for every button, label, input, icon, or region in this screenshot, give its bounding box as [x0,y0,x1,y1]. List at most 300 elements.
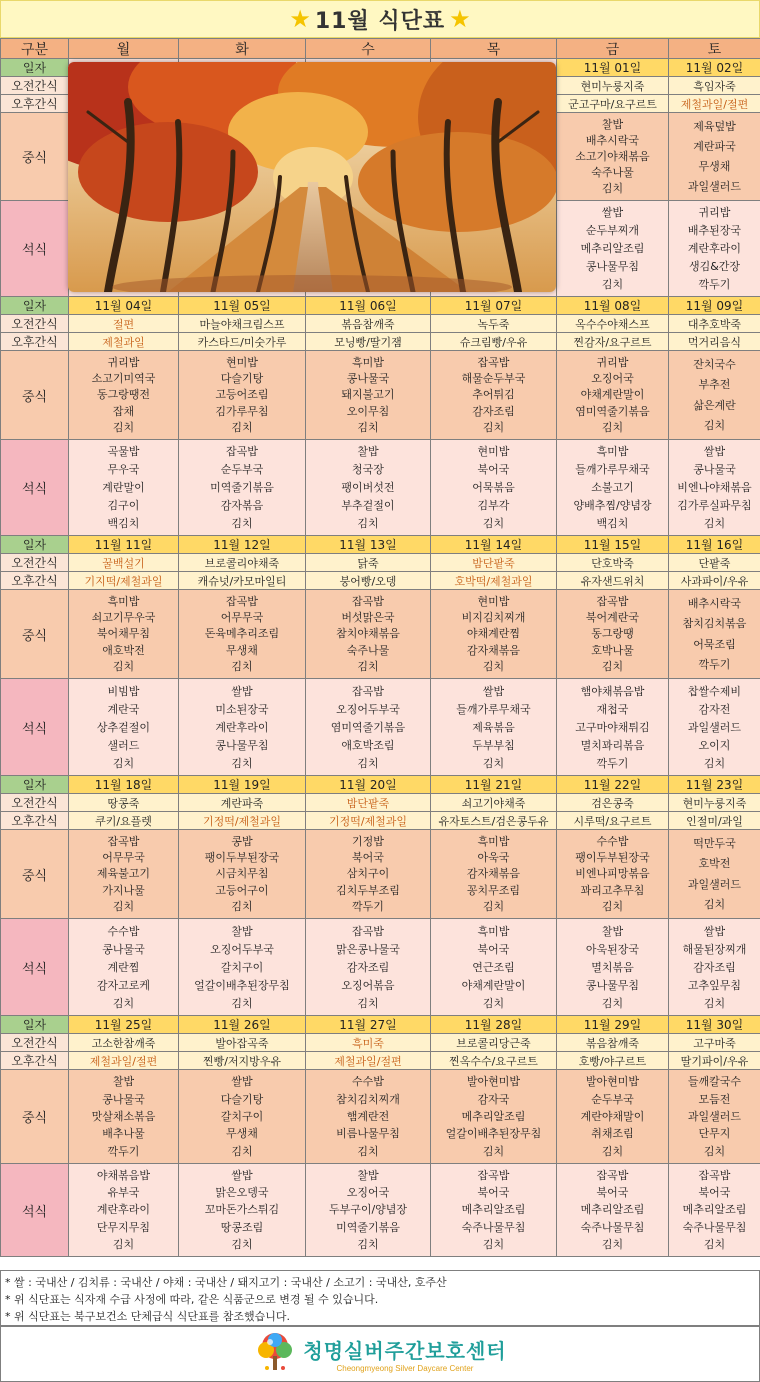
menu-item: 오징어국 [346,1186,390,1200]
menu-item: 동그랑땡전 [96,388,151,402]
am-snack-cell: 옥수수야채스프 [556,314,669,333]
date-cell: 11월 02일 [668,58,760,77]
header-day: 수 [305,38,431,59]
am-snack-cell: 꿀백설기 [68,553,179,572]
date-cell: 11월 29일 [556,1015,669,1034]
menu-item: 순두부국 [220,463,264,477]
dinner-cell [68,439,179,536]
menu-item: 배추시락국 [687,596,742,610]
menu-item: 감자조림 [346,960,390,974]
dinner-cell [430,1163,557,1257]
menu-item: 김치 [231,996,253,1010]
menu-item: 무우국 [107,463,140,477]
menu-item: 쌀밥 [703,924,726,938]
date-cell: 11월 28일 [430,1015,557,1034]
menu-item: 김치 [601,660,624,674]
menu-item: 얼갈이배추된장무침 [445,1127,542,1141]
menu-item: 흑미밥 [596,445,629,459]
menu-item: 비엔나야채볶음 [677,480,752,494]
menu-item: 흑미밥 [477,924,510,938]
menu-item: 발아현미밥 [585,1075,640,1089]
pm-snack-cell: 인절미/과일 [668,811,760,830]
menu-item: 찰밥 [231,924,253,938]
row-label-lunch: 중식 [0,350,69,440]
menu-item: 배추나물 [102,1127,145,1141]
menu-item: 시금치무침 [215,867,269,881]
star-icon: ★ [289,5,311,33]
menu-item: 무생채 [698,160,731,174]
row-label-date: 일자 [0,775,69,794]
menu-item: 김치 [703,419,726,433]
menu-item: 제육볶음 [472,720,515,734]
header-day: 월 [68,38,179,59]
am-snack-cell: 흑미죽 [305,1033,431,1052]
menu-item: 찰밥 [357,1169,379,1183]
menu-item: 어무무국 [102,851,145,865]
row-label-dinner: 석식 [0,678,69,776]
menu-item: 배추된장국 [687,224,742,238]
lunch-cell [305,350,431,440]
menu-item: 염미역줄기볶음 [330,720,406,734]
menu-item: 김치 [601,277,624,291]
menu-item: 김치 [601,1237,624,1251]
menu-item: 꽈리고추무침 [580,883,645,897]
menu-item: 깍두기 [107,1144,140,1158]
pm-snack-cell: 모닝빵/딸기잼 [305,332,431,351]
menu-item: 콩나물무침 [215,738,269,752]
menu-item: 흑미밥 [352,355,384,369]
menu-item: 잡곡밥 [698,1169,731,1183]
menu-item: 갈치구이 [220,1109,264,1123]
menu-item: 김가루실파무침 [677,498,752,512]
menu-item: 김치 [231,756,253,770]
dinner-cell [556,439,669,536]
menu-item: 잡곡밥 [107,834,140,848]
dinner-cell [305,1163,431,1257]
lunch-cell [430,1069,557,1164]
menu-item: 감자채볶음 [466,867,521,881]
menu-item: 김치 [112,1237,135,1251]
menu-item: 숙주나물무침 [580,1220,645,1234]
lunch-cell [430,350,557,440]
menu-item: 팽이버섯전 [341,480,395,494]
menu-item: 떡만두국 [693,836,736,850]
menu-item: 잡곡밥 [352,594,384,608]
menu-item: 순두부찌개 [585,224,640,238]
menu-item: 잡곡밥 [352,924,384,938]
menu-item: 김치 [601,421,624,435]
row-label-am-snack: 오전간식 [0,76,69,95]
row-label-dinner: 석식 [0,1163,69,1257]
menu-item: 계란야채말이 [580,1109,645,1123]
menu-item: 해물된장찌개 [682,942,747,956]
menu-item: 숙주나물무침 [682,1220,747,1234]
menu-item: 야채계란찜 [466,627,521,641]
menu-item: 북어국 [477,942,510,956]
menu-item: 북어채무침 [96,627,151,641]
menu-item: 제육불고기 [96,867,151,881]
menu-item: 김치 [601,996,624,1010]
menu-item: 양배추찜/양념장 [573,498,652,512]
menu-item: 다슬기탕 [220,1092,264,1106]
menu-item: 계란후라이 [687,241,742,255]
menu-item: 김구이 [107,498,140,512]
menu-item: 김치 [482,660,505,674]
menu-item: 김치 [231,421,253,435]
lunch-cell [178,1069,306,1164]
menu-item: 숙주나물 [591,166,634,180]
pm-snack-cell: 시루떡/요구르트 [556,811,669,830]
menu-item: 현미밥 [226,355,258,369]
menu-item: 팽이두부된장국 [204,851,280,865]
menu-item: 취채조림 [591,1127,634,1141]
row-label-lunch: 중식 [0,589,69,679]
dinner-cell [668,1163,760,1257]
am-snack-cell: 단팥죽 [668,553,760,572]
date-cell: 11월 13일 [305,535,431,554]
menu-item: 생김&간장 [688,259,741,273]
title-bar [0,0,760,38]
pm-snack-cell: 제철과일 [68,332,179,351]
menu-item: 김치 [231,516,253,530]
menu-item: 단무지무침 [96,1220,151,1234]
dinner-cell [305,439,431,536]
menu-item: 오이지 [698,738,731,752]
dinner-cell [178,918,306,1016]
center-name-en: Cheongmyeong Silver Daycare Center [336,1364,474,1373]
am-snack-cell: 밤단팥죽 [430,553,557,572]
am-snack-cell: 쇠고기야채죽 [430,793,557,812]
date-cell: 11월 06일 [305,296,431,315]
dinner-cell [668,200,760,297]
menu-item: 두부부침 [472,738,515,752]
date-cell: 11월 16일 [668,535,760,554]
lunch-cell [178,589,306,679]
menu-item: 맑은콩나물국 [336,942,400,956]
menu-item: 수수밥 [107,924,140,938]
menu-item: 감자볶음 [220,498,264,512]
tree-logo-icon [253,1330,297,1378]
am-snack-cell: 볶음참깨죽 [305,314,431,333]
dinner-cell [305,918,431,1016]
menu-item: 잔치국수 [693,357,736,371]
menu-item: 아욱된장국 [585,942,640,956]
menu-item: 다슬기탕 [220,372,264,386]
menu-item: 호박나물 [591,643,634,657]
center-name: 청명실버주간보호센터 [303,1339,507,1363]
menu-item: 계란찜 [107,960,140,974]
menu-item: 김치 [112,756,135,770]
row-label-am-snack: 오전간식 [0,553,69,572]
date-cell: 11월 12일 [178,535,306,554]
menu-item: 김치 [357,1144,379,1158]
menu-item: 샐러드 [107,738,140,752]
menu-item: 오이무침 [346,404,390,418]
row-label-pm-snack: 오후간식 [0,1051,69,1070]
menu-item: 청국장 [352,463,384,477]
footer [0,1326,760,1382]
date-cell: 11월 27일 [305,1015,431,1034]
am-snack-cell: 닭죽 [305,553,431,572]
menu-item: 북어국 [698,1186,731,1200]
am-snack-cell: 마늘야채크림스프 [178,314,306,333]
am-snack-cell: 볶음참깨죽 [556,1033,669,1052]
menu-item: 현미밥 [477,594,510,608]
menu-item: 김치 [231,660,253,674]
menu-item: 아욱국 [477,851,510,865]
menu-item: 계란후라이 [96,1203,151,1217]
menu-item: 무생채 [226,643,258,657]
menu-item: 김치 [231,900,253,914]
menu-item: 삶은계란 [693,398,736,412]
menu-item: 오징어두부국 [336,702,400,716]
menu-item: 배추시락국 [585,133,640,147]
menu-item: 현미밥 [477,445,510,459]
menu-item: 단무지 [698,1127,731,1141]
menu-item: 미역줄기볶음 [210,480,274,494]
menu-item: 찰밥 [601,924,624,938]
menu-item: 감자국 [477,1092,510,1106]
menu-item: 찰밥 [357,445,379,459]
menu-item: 감자조림 [693,960,736,974]
am-snack-cell: 흑임자죽 [668,76,760,95]
menu-item: 애호박전 [102,643,145,657]
menu-item: 쌀밥 [482,684,505,698]
dinner-cell [556,678,669,776]
menu-item: 김치 [357,421,379,435]
dinner-cell [556,200,669,297]
menu-item: 유부국 [107,1186,140,1200]
menu-item: 곡물밥 [107,445,140,459]
pm-snack-cell: 찐옥수수/요구르트 [430,1051,557,1070]
menu-item: 멸치꽈리볶음 [580,738,645,752]
row-label-date: 일자 [0,58,69,77]
row-label-dinner: 석식 [0,439,69,536]
date-cell: 11월 14일 [430,535,557,554]
pm-snack-cell: 먹거리음식 [668,332,760,351]
menu-item: 염미역줄기볶음 [575,404,650,418]
menu-item: 귀리밥 [698,206,731,220]
dinner-cell [178,678,306,776]
date-cell: 11월 08일 [556,296,669,315]
menu-item: 김치 [357,756,379,770]
menu-item: 잡곡밥 [477,1169,510,1183]
dinner-cell [430,918,557,1016]
lunch-cell [68,1069,179,1164]
pm-snack-cell: 캐슈넛/카모마일티 [178,571,306,590]
menu-item: 들깨가루무채국 [575,463,650,477]
menu-item: 김치 [601,1144,624,1158]
menu-item: 김치 [601,900,624,914]
pm-snack-cell: 슈크림빵/우유 [430,332,557,351]
lunch-cell [668,1069,760,1164]
am-snack-cell: 대추호박죽 [668,314,760,333]
menu-item: 과일샐러드 [687,1109,742,1123]
header-day: 화 [178,38,306,59]
menu-item: 북어국 [352,851,384,865]
menu-item: 쌀밥 [703,445,726,459]
dinner-cell [668,918,760,1016]
am-snack-cell: 고구마죽 [668,1033,760,1052]
menu-item: 맑은오뎅국 [215,1186,269,1200]
pm-snack-cell: 쿠키/요플렛 [68,811,179,830]
autumn-tree-photo [68,62,556,292]
menu-item: 귀리밥 [107,355,140,369]
menu-item: 김치 [601,182,624,196]
menu-item: 들깨칼국수 [687,1075,742,1089]
row-label-lunch: 중식 [0,112,69,201]
header-day: 금 [556,38,669,59]
pm-snack-cell: 호박떡/제철과일 [430,571,557,590]
pm-snack-cell: 제철과일/절편 [668,94,760,113]
menu-item: 고등어구이 [215,883,269,897]
note-reference: * 위 식단표는 북구보건소 단체급식 식단표를 참조했습니다. [5,1310,290,1323]
pm-snack-cell: 카스타드/미숫가루 [178,332,306,351]
menu-item: 잡곡밥 [596,594,629,608]
menu-item: 돼지불고기 [341,388,395,402]
menu-item: 찰밥 [112,1075,135,1089]
menu-item: 흑미밥 [477,834,510,848]
note-origin: * 쌀 : 국내산 / 김치류 : 국내산 / 야채 : 국내산 / 돼지고기 : 국내산 / 소고기 : 국내산, 호주산 [5,1276,447,1289]
menu-item: 수수밥 [352,1075,384,1089]
menu-item: 쇠고기무우국 [91,611,156,625]
pm-snack-cell: 제철과일/절편 [305,1051,431,1070]
menu-item: 김치 [703,996,726,1010]
dinner-cell [178,439,306,536]
menu-item: 동그랑땡 [591,627,634,641]
menu-item: 북어국 [596,1186,629,1200]
menu-item: 비엔나피망볶음 [575,867,650,881]
menu-item: 쌀밥 [231,1075,253,1089]
menu-item: 어묵조림 [693,637,736,651]
menu-item: 김치 [357,660,379,674]
row-label-dinner: 석식 [0,918,69,1016]
am-snack-cell: 밤단팥죽 [305,793,431,812]
row-label-date: 일자 [0,535,69,554]
menu-item: 상추겉절이 [96,720,151,734]
am-snack-cell: 고소한참깨죽 [68,1033,179,1052]
pm-snack-cell: 사과파이/우유 [668,571,760,590]
menu-item: 오징어두부국 [210,942,274,956]
menu-item: 모듬전 [698,1092,731,1106]
row-label-date: 일자 [0,1015,69,1034]
menu-item: 김치 [703,516,726,530]
menu-item: 쌀밥 [601,206,624,220]
dinner-cell [178,1163,306,1257]
menu-item: 김치 [112,900,135,914]
menu-item: 김가루무침 [215,404,269,418]
menu-item: 갈치구이 [220,960,264,974]
pm-snack-cell: 유자토스트/검은콩두유 [430,811,557,830]
lunch-cell [556,350,669,440]
menu-item: 과일샐러드 [687,180,742,194]
lunch-cell [305,829,431,919]
menu-item: 잡곡밥 [477,355,510,369]
menu-item: 찹쌀수제비 [687,684,742,698]
menu-item: 깍두기 [698,658,731,672]
date-cell: 11월 15일 [556,535,669,554]
row-label-lunch: 중식 [0,829,69,919]
menu-item: 콩나물국 [102,1092,145,1106]
menu-item: 삼치구이 [346,867,390,881]
menu-item: 북어국 [477,463,510,477]
lunch-cell [68,589,179,679]
menu-item: 연근조림 [472,960,515,974]
menu-item: 김치 [703,1144,726,1158]
row-label-am-snack: 오전간식 [0,314,69,333]
lunch-cell [178,350,306,440]
am-snack-cell: 검은콩죽 [556,793,669,812]
menu-item: 참치김치볶음 [682,617,747,631]
lunch-cell [305,1069,431,1164]
menu-item: 비빔밥 [107,684,140,698]
date-cell: 11월 11일 [68,535,179,554]
menu-item: 깍두기 [352,900,384,914]
am-snack-cell: 녹두죽 [430,314,557,333]
lunch-cell [178,829,306,919]
menu-item: 고구마야채튀김 [575,720,650,734]
page-title: 11월 식단표 [314,8,446,34]
menu-item: 버섯맑은국 [341,611,395,625]
menu-item: 메추리알조림 [461,1109,526,1123]
date-cell: 11월 21일 [430,775,557,794]
menu-item: 김치 [482,1237,505,1251]
am-snack-cell: 계란파죽 [178,793,306,812]
date-cell: 11월 07일 [430,296,557,315]
lunch-cell [430,829,557,919]
menu-item: 깍두기 [698,277,731,291]
lunch-cell [556,589,669,679]
menu-item: 고등어조림 [215,388,269,402]
menu-item: 김치 [231,1144,253,1158]
menu-item: 야채계란말이 [580,388,645,402]
menu-item: 들깨가루무채국 [456,702,531,716]
menu-item: 백김치 [596,516,629,530]
pm-snack-cell: 기지떡/제철과일 [68,571,179,590]
menu-item: 북어국 [477,1186,510,1200]
menu-item: 콩나물무침 [585,978,640,992]
menu-item: 콩나물국 [102,942,145,956]
menu-item: 김치 [231,1237,253,1251]
menu-item: 콩밥 [231,834,253,848]
menu-item: 소고기미역국 [91,372,156,386]
menu-item: 백김치 [107,516,140,530]
dinner-cell [430,678,557,776]
menu-item: 콩나물무침 [585,259,640,273]
row-label-am-snack: 오전간식 [0,1033,69,1052]
lunch-cell [668,112,760,201]
menu-item: 잡곡밥 [226,594,258,608]
menu-item: 김치두부조림 [336,883,400,897]
am-snack-cell: 현미누룽지죽 [556,76,669,95]
menu-item: 추어튀김 [472,388,515,402]
am-snack-cell: 단호박죽 [556,553,669,572]
menu-item: 감자채볶음 [466,643,521,657]
date-cell: 11월 19일 [178,775,306,794]
row-label-pm-snack: 오후간식 [0,94,69,113]
menu-item: 계란파국 [693,139,736,153]
pm-snack-cell: 군고구마/요구르트 [556,94,669,113]
menu-item: 찰밥 [601,117,624,131]
date-cell: 11월 30일 [668,1015,760,1034]
menu-item: 숙주나물무침 [461,1220,526,1234]
menu-item: 오징어국 [591,372,634,386]
menu-item: 메추리알조림 [580,241,645,255]
date-cell: 11월 01일 [556,58,669,77]
menu-item: 김치 [112,660,135,674]
dinner-cell [668,678,760,776]
pm-snack-cell: 찐빵/저지방우유 [178,1051,306,1070]
